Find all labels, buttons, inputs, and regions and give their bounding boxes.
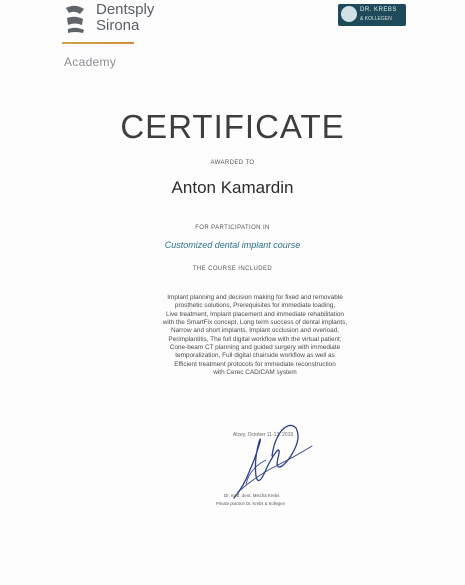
- course-title: Customized dental implant course: [164, 240, 301, 250]
- course-included-label: THE COURSE INCLUDED: [192, 266, 273, 272]
- krebs-logo-line2: & KOLLEGEN: [360, 16, 392, 22]
- awarded-to-label: AWARDED TO: [210, 160, 255, 166]
- course-topics: [120, 294, 390, 377]
- course-topic-line: Efficient treatment protocols for immediate reconstruction: [174, 360, 336, 368]
- recipient-name: Anton Kamardin: [171, 178, 294, 197]
- brand-name-line1: Dentsply: [96, 1, 155, 18]
- course-topic-line: Narrow and short implants, Implant occlusion and overload,: [170, 327, 340, 335]
- dr-krebs-logo: [338, 4, 406, 26]
- certificate-title: CERTIFICATE: [120, 108, 345, 145]
- course-topic-line: Cone-beam CT planning and guided surgery with immediate: [169, 344, 341, 352]
- brand-name: [96, 2, 216, 34]
- course-topic-line: with Cerec CAD/CAM system: [213, 369, 297, 377]
- course-topic-line: with the SmartFix concept, Long term success of dental implants,: [162, 319, 348, 327]
- course-topic-line: prosthetic solutions, Prerequisites for immediate loading,: [174, 302, 336, 310]
- course-topic-line: Live treatment, Implant placement and immediate rehabilitation: [166, 310, 344, 318]
- krebs-globe-icon: [341, 6, 357, 22]
- dentsply-sirona-mark-icon: [62, 4, 88, 34]
- place-date: Alzey, October 11-13, 2019: [233, 432, 294, 438]
- brand-accent-line: [62, 42, 134, 44]
- signatory-title: Private practice Dr. Krebs & Kollegen: [216, 501, 285, 506]
- signatory-name: Dr. med. dent. Mischa Krebs: [224, 493, 280, 498]
- brand-name-line2: Sirona: [96, 17, 140, 34]
- brand-subtitle: Academy: [64, 55, 117, 69]
- course-topic-line: temporalization, Full digital chairside workflow as well as: [175, 352, 335, 360]
- course-topic-line: Perimplantitis, The full digital workflow with the virtual patient;: [168, 335, 342, 343]
- krebs-logo-line1: DR. KREBS: [360, 7, 397, 13]
- course-topic-line: Implant planning and decision making for fixed and removable: [167, 294, 343, 301]
- participation-label: FOR PARTICIPATION IN: [195, 225, 270, 231]
